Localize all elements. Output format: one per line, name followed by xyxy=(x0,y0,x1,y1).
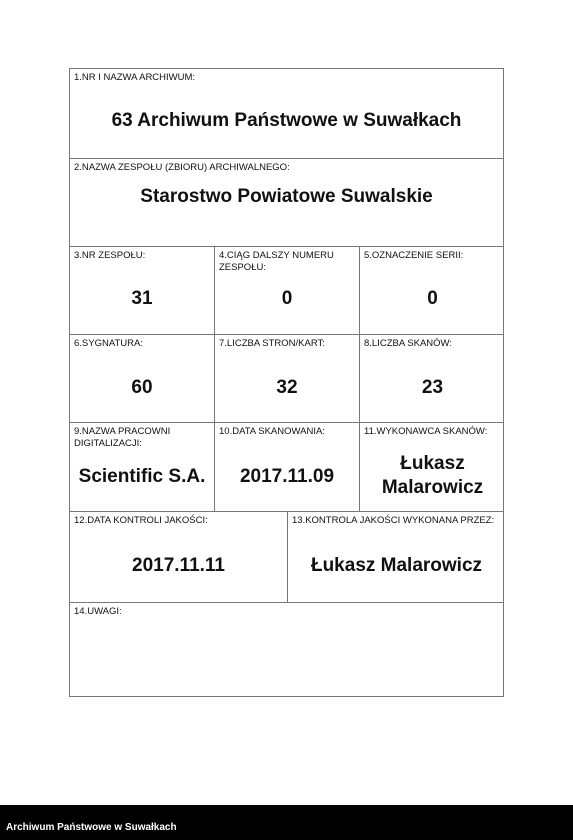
fonds-number-label: 3.NR ZESPOŁU: xyxy=(74,250,146,261)
cell-scan-date xyxy=(215,423,360,511)
cell-fonds-number xyxy=(70,247,215,334)
scan-date-value: 2017.11.09 xyxy=(239,466,335,487)
metadata-card xyxy=(69,68,504,697)
archive-value: 63 Archiwum Państwowe w Suwałkach xyxy=(111,110,462,131)
signature-label: 6.SYGNATURA: xyxy=(74,338,143,349)
fonds-continuation-value: 0 xyxy=(281,288,293,309)
cell-lab-name xyxy=(70,423,215,511)
pages-label: 7.LICZBA STRON/KART: xyxy=(219,338,325,349)
qc-date-value: 2017.11.11 xyxy=(132,555,225,576)
scanner-value-line1: Łukasz xyxy=(400,453,465,474)
fonds-number-value: 31 xyxy=(131,288,153,309)
archive-label: 1.NR I NAZWA ARCHIWUM: xyxy=(74,72,196,83)
cell-qc-date xyxy=(70,512,288,602)
footer-bar xyxy=(0,805,573,840)
fonds-name-label: 2.NAZWA ZESPOŁU (ZBIORU) ARCHIWALNEGO: xyxy=(74,162,290,173)
row-remarks xyxy=(70,603,503,696)
fonds-name-value: Starostwo Powiatowe Suwalskie xyxy=(140,186,433,207)
row-fonds-name xyxy=(70,159,503,247)
row-signature xyxy=(70,335,503,423)
scans-label: 8.LICZBA SKANÓW: xyxy=(364,338,452,349)
cell-scanner xyxy=(360,423,505,511)
scanner-value-line2: Malarowicz xyxy=(381,477,484,498)
qc-by-label: 13.KONTROLA JAKOŚCI WYKONANA PRZEZ: xyxy=(292,515,495,526)
cell-fonds-continuation xyxy=(215,247,360,334)
qc-date-label: 12.DATA KONTROLI JAKOŚCI: xyxy=(74,515,208,526)
signature-value: 60 xyxy=(131,377,153,398)
qc-by-value: Łukasz Malarowicz xyxy=(310,555,483,576)
cell-series xyxy=(360,247,505,334)
row-archive xyxy=(70,69,503,159)
scans-value: 23 xyxy=(421,377,444,398)
scan-date-label: 10.DATA SKANOWANIA: xyxy=(219,426,325,437)
lab-name-value: Scientific S.A. xyxy=(78,466,206,487)
pages-value: 32 xyxy=(276,377,298,398)
series-label: 5.OZNACZENIE SERII: xyxy=(364,250,464,261)
footer-text: Archiwum Państwowe w Suwałkach xyxy=(6,822,177,833)
cell-scans xyxy=(360,335,505,422)
fonds-continuation-label: 4.CIĄG DALSZY NUMERU ZESPOŁU: xyxy=(219,250,334,273)
row-fonds-number xyxy=(70,247,503,335)
scanner-label: 11.WYKONAWCA SKANÓW: xyxy=(364,426,488,437)
series-value: 0 xyxy=(427,288,438,309)
cell-pages xyxy=(215,335,360,422)
lab-name-label: 9.NAZWA PRACOWNI DIGITALIZACJI: xyxy=(74,426,171,449)
row-quality xyxy=(70,512,503,603)
remarks-label: 14.UWAGI: xyxy=(74,606,122,617)
cell-signature xyxy=(70,335,215,422)
row-digitization xyxy=(70,423,503,512)
cell-qc-by xyxy=(288,512,505,602)
